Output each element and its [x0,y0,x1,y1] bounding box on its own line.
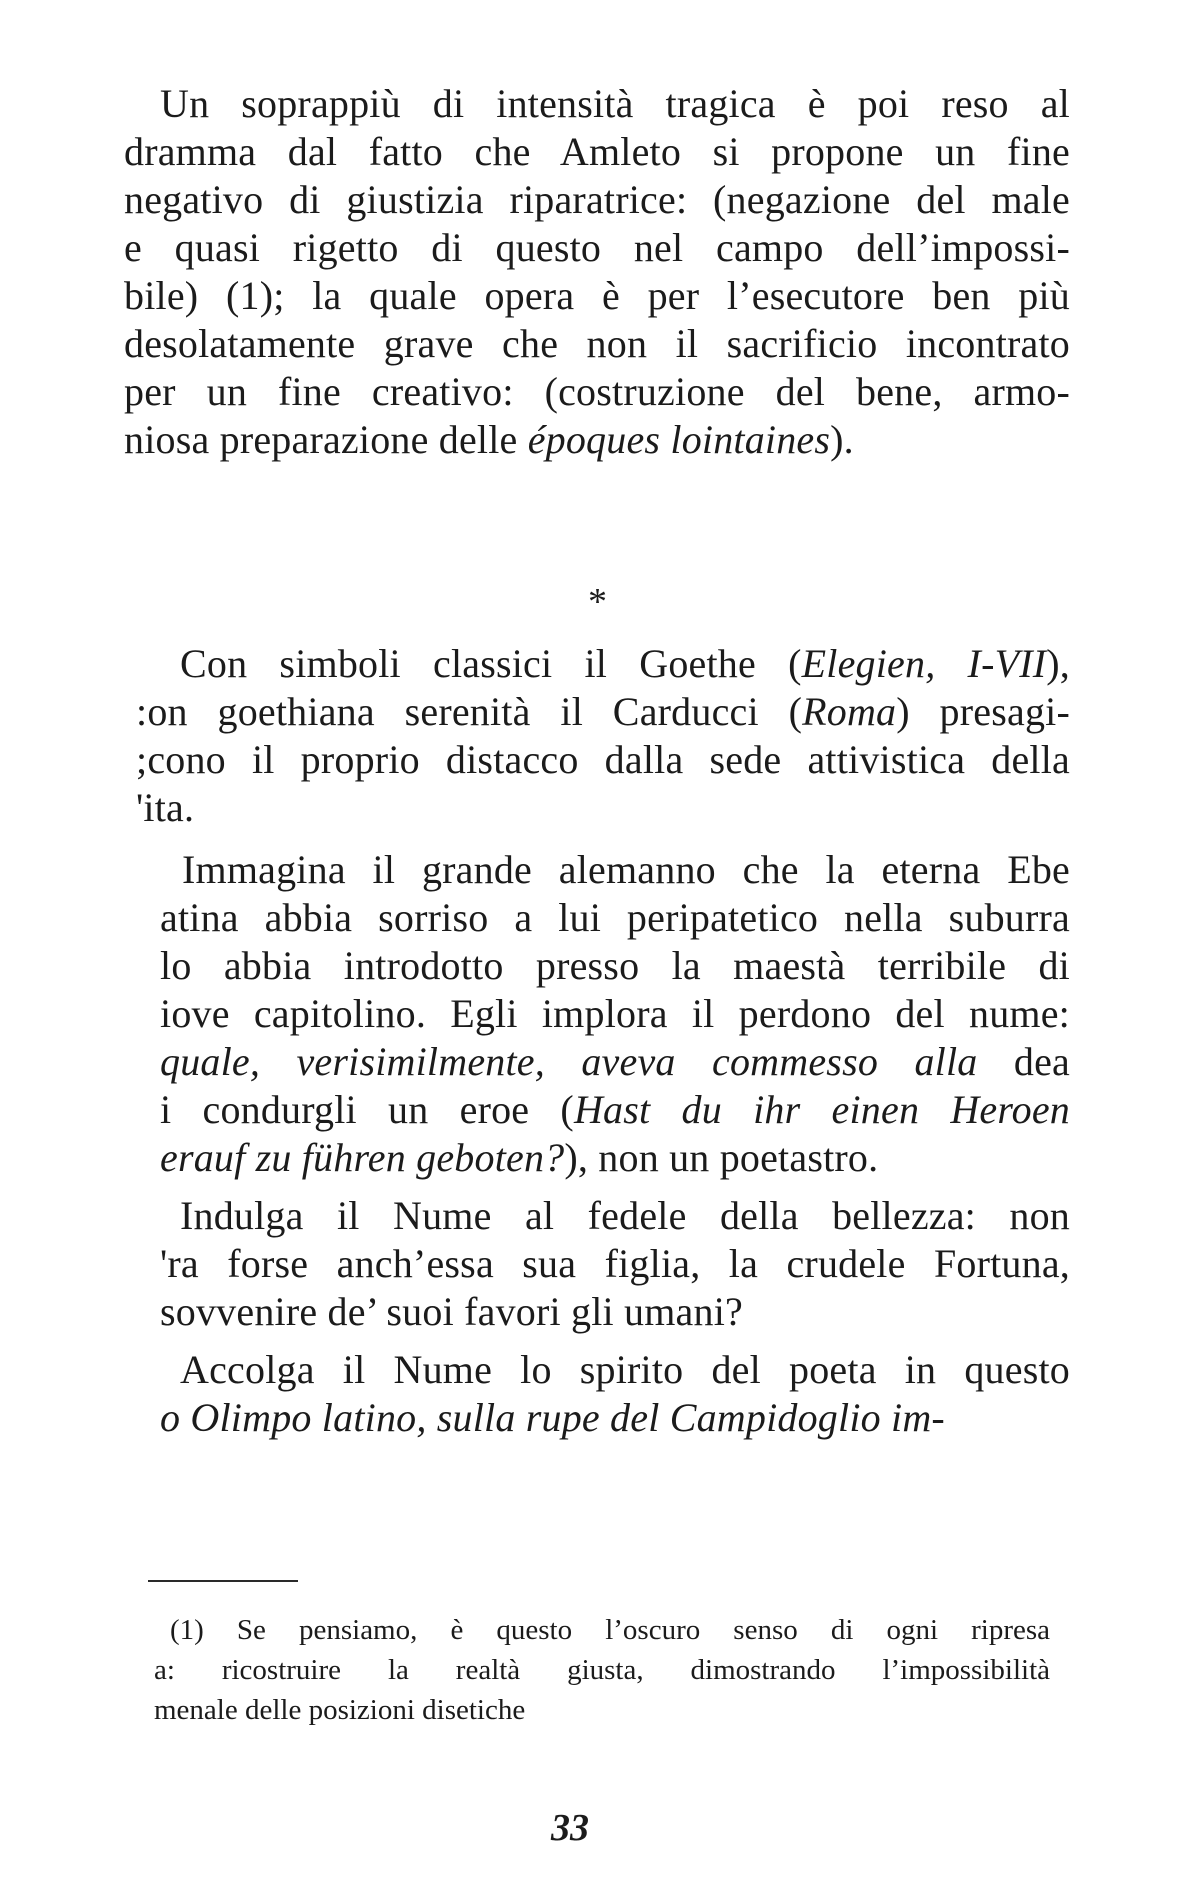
text-line: e quasi rigetto di questo nel campo dell’impossi- [124,225,1070,270]
text-line: Immagina il grande alemanno che la eterna Ebe [182,847,1070,892]
text-line: per un fine creativo: (costruzione del bene, armo- [124,369,1070,414]
text-line: 'ita. [136,785,195,830]
text-line [124,416,854,464]
text-span: niosa preparazione delle [124,417,528,462]
italic-phrase: quale, verisimilmente, aveva commesso alla [160,1039,978,1084]
italic-quote: Hast du ihr einen Heroen [573,1087,1070,1132]
text-line: o Olimpo latino, sulla rupe del Campidoglio im- [160,1395,945,1440]
text-line: Indulga il Nume al fedele della bellezza: non [180,1193,1070,1238]
text-span: ) presagi- [896,689,1070,734]
text-line: ;cono il proprio distacco dalla sede attivistica della [136,737,1070,782]
text-line: desolatamente grave che non il sacrificio incontrato [124,321,1070,366]
footnote-line: menale delle posizioni disetiche [154,1694,526,1726]
text-line [180,640,1070,688]
section-separator-asterisk: * [588,581,607,623]
text-span: Con simboli classici il Goethe ( [180,641,802,686]
page-number: 33 [551,1807,589,1849]
text-line: 'ra forse anch’essa sua figlia, la crudele Fortuna, [160,1241,1070,1286]
text-line: bile) (1); la quale opera è per l’esecutore ben più [124,273,1070,318]
footnote-line: (1) Se pensiamo, è questo l’oscuro senso di ogni ripresa [170,1614,1050,1646]
footnote-rule [148,1580,298,1582]
text-line: dramma dal fatto che Amleto si propone un fine [124,129,1070,174]
text-span: dea [977,1039,1070,1084]
text-line [160,1086,1070,1134]
footnote-line: a: ricostruire la realtà giusta, dimostrando l’impossibilità [154,1654,1050,1686]
italic-title: Elegien, I-VII [801,641,1047,686]
text-line [160,1134,878,1182]
text-line: negativo di giustizia riparatrice: (negazione del male [124,177,1070,222]
text-span: :on goethiana serenità il Carducci ( [136,689,803,734]
text-line: iove capitolino. Egli implora il perdono del nume: [160,991,1070,1036]
text-line: Accolga il Nume lo spirito del poeta in questo [180,1347,1070,1392]
text-line [136,688,1070,736]
italic-quote: erauf zu führen geboten? [160,1135,565,1180]
text-span: ). [830,417,854,462]
italic-phrase: époques lointaines [527,417,831,462]
text-line: atina abbia sorriso a lui peripatetico nella suburra [160,895,1070,940]
text-span: i condurgli un eroe ( [160,1087,574,1132]
text-span: ), non un poetastro. [564,1135,879,1180]
text-span: ), [1046,641,1071,686]
text-line [160,1038,1070,1086]
italic-title: Roma [802,689,897,734]
text-line: sovvenire de’ suoi favori gli umani? [160,1289,743,1334]
text-line: lo abbia introdotto presso la maestà terribile di [160,943,1070,988]
text-line: Un soprappiù di intensità tragica è poi reso al [160,81,1070,126]
